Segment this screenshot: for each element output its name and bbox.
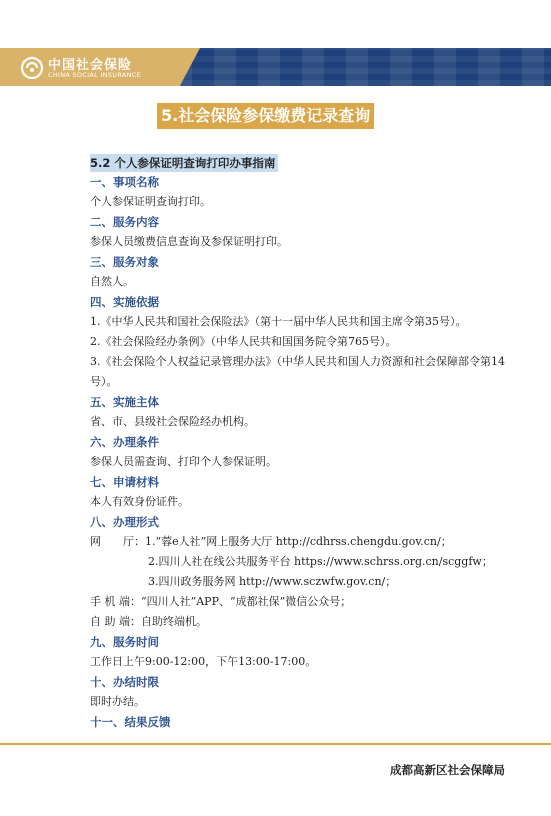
logo-text-cn: 中国社会保险 bbox=[48, 58, 133, 73]
social-insurance-logo-icon bbox=[20, 56, 44, 80]
item-text: 即时办结。 bbox=[90, 695, 145, 708]
section-title-row bbox=[90, 152, 510, 172]
item-text: 网 厅：1.“蓉e人社”网上服务大厅 http://cdhrss.chengdu.gov.cn/； bbox=[90, 535, 452, 548]
item-text: 本人有效身份证件。 bbox=[90, 495, 189, 508]
item-text: 参保人员缴费信息查询及参保证明打印。 bbox=[90, 235, 288, 248]
item-heading: 五、实施主体 bbox=[90, 395, 159, 409]
logo-text-en: CHINA SOCIAL INSURANCE bbox=[48, 71, 142, 79]
banner-pattern-lines bbox=[170, 48, 551, 86]
item-heading: 九、服务时间 bbox=[90, 635, 159, 649]
item-heading: 一、事项名称 bbox=[90, 175, 159, 189]
item-text: 2.四川人社在线公共服务平台 https://www.schrss.org.cn/scggfw； bbox=[148, 555, 493, 568]
item-heading: 二、服务内容 bbox=[90, 215, 159, 229]
page-title: 5.社会保险参保缴费记录查询 bbox=[157, 103, 374, 129]
section-title: 5.2 个人参保证明查询打印办事指南 bbox=[90, 154, 278, 172]
item-text: 自然人。 bbox=[90, 275, 134, 288]
item-text: 1.《中华人民共和国社会保险法》（第十一届中华人民共和国主席令第35号）。 bbox=[90, 315, 467, 328]
item-text: 工作日上午9:00-12:00，下午13:00-17:00。 bbox=[90, 655, 317, 668]
footer-org-name: 成都高新区社会保障局 bbox=[390, 763, 505, 777]
item-text: 手 机 端：“四川人社”APP、“成都社保”微信公众号； bbox=[90, 595, 352, 608]
header-banner bbox=[0, 48, 551, 86]
item-text: 省、市、县级社会保险经办机构。 bbox=[90, 415, 255, 428]
item-text: 自 助 端：自助终端机。 bbox=[90, 615, 207, 628]
item-heading: 七、申请材料 bbox=[90, 475, 159, 489]
guide-content bbox=[90, 152, 510, 732]
item-text: 个人参保证明查询打印。 bbox=[90, 195, 211, 208]
footer-rule bbox=[0, 743, 551, 745]
item-text: 3.《社会保险个人权益记录管理办法》（中华人民共和国人力资源和社会保障部令第14号）。 bbox=[90, 355, 505, 388]
item-heading: 十一、结果反馈 bbox=[90, 715, 171, 729]
item-heading: 四、实施依据 bbox=[90, 295, 159, 309]
item-text: 2.《社会保险经办条例》（中华人民共和国国务院令第765号）。 bbox=[90, 335, 397, 348]
item-heading: 六、办理条件 bbox=[90, 435, 159, 449]
item-heading: 三、服务对象 bbox=[90, 255, 159, 269]
item-text: 参保人员需查询、打印个人参保证明。 bbox=[90, 455, 277, 468]
item-heading: 八、办理形式 bbox=[90, 515, 159, 529]
item-text: 3.四川政务服务网 http://www.sczwfw.gov.cn/； bbox=[148, 575, 397, 588]
item-heading: 十、办结时限 bbox=[90, 675, 159, 689]
